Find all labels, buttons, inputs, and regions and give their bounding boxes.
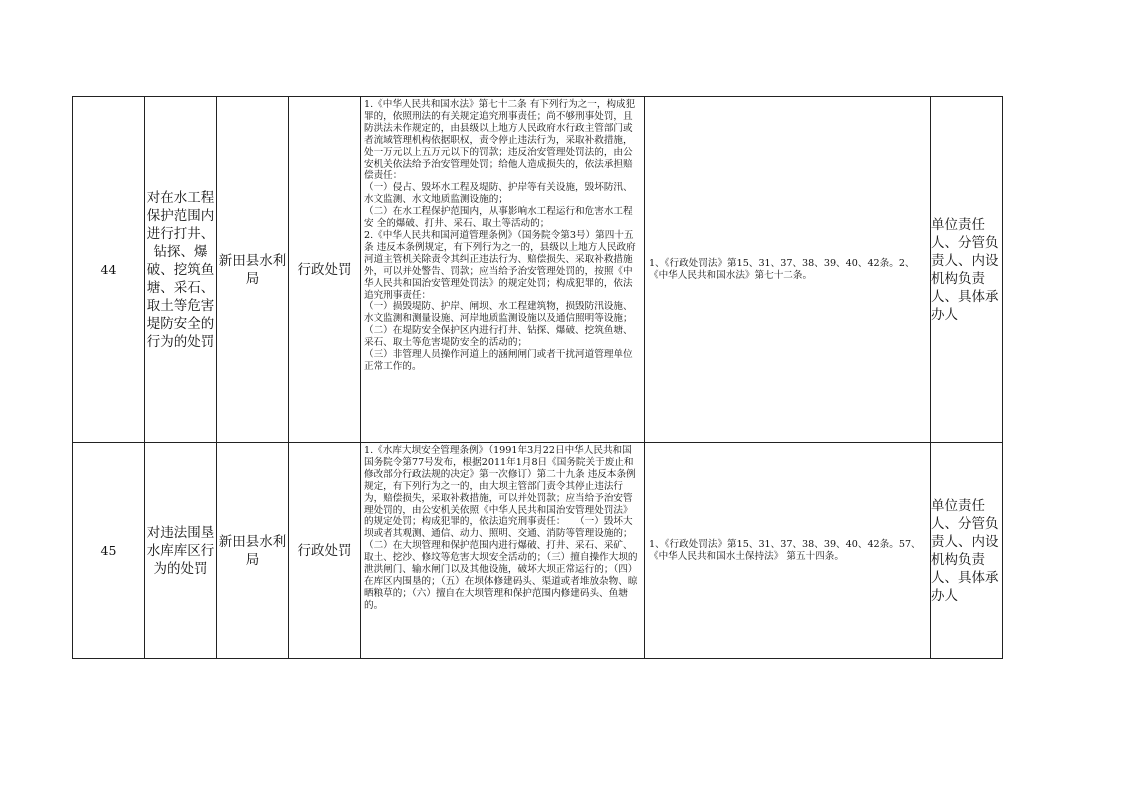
- legal-basis-cell: [361, 97, 645, 443]
- basis-paragraph: 2.《中华人民共和国河道管理条例》（国务院令第3号）第四十五条 违反本条例规定，有下列行为之一的，县级以上地方人民政府河道主管机关除责令其纠正违法行为、赔偿损失、采取补救措施外，可以并处警告、罚款；应当给予治安管理处罚的，按照《中华人民共和国治安管理处罚法》的规定处罚；构成犯罪的，依法追究刑事责任：: [364, 229, 636, 301]
- penalty-item-name: 对违法围垦水库库区行为的处罚: [145, 443, 217, 659]
- basis-paragraph: （一）侵占、毁坏水工程及堤防、护岸等有关设施，毁坏防汛、水文监测、水文地质监测设施的；: [364, 182, 633, 206]
- basis-paragraph: 1.《水库大坝安全管理条例》（1991年3月22日中华人民共和国国务院令第77号发布，根据2011年1月8日《国务院关于废止和修改部分行政法规的决定》第一次修订）第二十九条 违反本条例规定，有下列行为之一的，由大坝主管部门责令其停止违法行为，赔偿损失，采取补救措施，可以并处罚款；应当给予治安管理处罚的，由公安机关依照《中华人民共和国治安管理处罚法》的规定处罚；构成犯罪的，依法追究刑事责任： （一）毁坏大坝或者其观测、通信、动力、照明、交通、消防等管理设施的；（二）在大坝管理和保护范围内进行爆破、打井、采石、采矿、取土、挖沙、修坟等危害大坝安全活动的；（三）擅自操作大坝的泄洪闸门、输水闸门以及其他设施，破坏大坝正常运行的；（四）在库区内围垦的；（五）在坝体修建码头、渠道或者堆放杂物、晾晒粮草的；（六）擅自在大坝管理和保护范围内修建码头、鱼塘的。: [364, 445, 638, 611]
- legal-basis-cell: [361, 443, 645, 659]
- procedure-law-cell: [645, 97, 931, 443]
- basis-paragraph: （二）在堤防安全保护区内进行打井、钻探、爆破、挖筑鱼塘、采石、取土等危害堤防安全的活动的；: [364, 325, 633, 349]
- row-number: 44: [73, 97, 145, 443]
- department-cell: 新田县水利局: [217, 97, 289, 443]
- basis-paragraph: 1.《中华人民共和国水法》第七十二条 有下列行为之一，构成犯罪的，依照刑法的有关规定追究刑事责任；尚不够刑事处罚，且防洪法未作规定的，由县级以上地方人民政府水行政主管部门或者流域管理机构依据职权，责令停止违法行为，采取补救措施，处一万元以上五万元以下的罚款；违反治安管理处罚法的，由公安机关依法给予治安管理处罚；给他人造成损失的，依法承担赔偿责任：: [364, 99, 636, 182]
- responsible-persons-cell: 单位责任人、分管负责人、内设机构负责人、具体承办人: [931, 443, 1003, 659]
- responsible-persons-cell: 单位责任人、分管负责人、内设机构负责人、具体承办人: [931, 97, 1003, 443]
- procedure-law-text: 1、《行政处罚法》第15、31、37、38、39、40、42条。2、《中华人民共和国水法》第七十二条。: [649, 257, 915, 281]
- power-type-cell: 行政处罚: [289, 443, 361, 659]
- basis-paragraph: （三）非管理人员操作河道上的涵闸闸门或者干扰河道管理单位正常工作的。: [364, 349, 633, 372]
- penalty-table: [72, 96, 1003, 659]
- procedure-law-cell: [645, 443, 931, 659]
- basis-paragraph: （二）在水工程保护范围内，从事影响水工程运行和危害水工程安 全的爆破、打井、采石、取土等活动的；: [364, 206, 633, 230]
- table-row: [73, 443, 1003, 659]
- procedure-law-text: 1、《行政处罚法》第15、31、37、38、39、40、42条。57、《中华人民共和国水土保持法》 第五十四条。: [649, 538, 921, 562]
- department-cell: 新田县水利局: [217, 443, 289, 659]
- row-number: 45: [73, 443, 145, 659]
- basis-paragraph: （一）损毁堤防、护岸、闸坝、水工程建筑物，损毁防汛设施、水文监测和测量设施、河岸地质监测设施以及通信照明等设施；: [364, 301, 633, 325]
- table-row: [73, 97, 1003, 443]
- penalty-item-name: 对在水工程保护范围内进行打井、钻探、爆破、挖筑鱼塘、采石、取土等危害堤防安全的行为的处罚: [145, 97, 217, 443]
- power-type-cell: 行政处罚: [289, 97, 361, 443]
